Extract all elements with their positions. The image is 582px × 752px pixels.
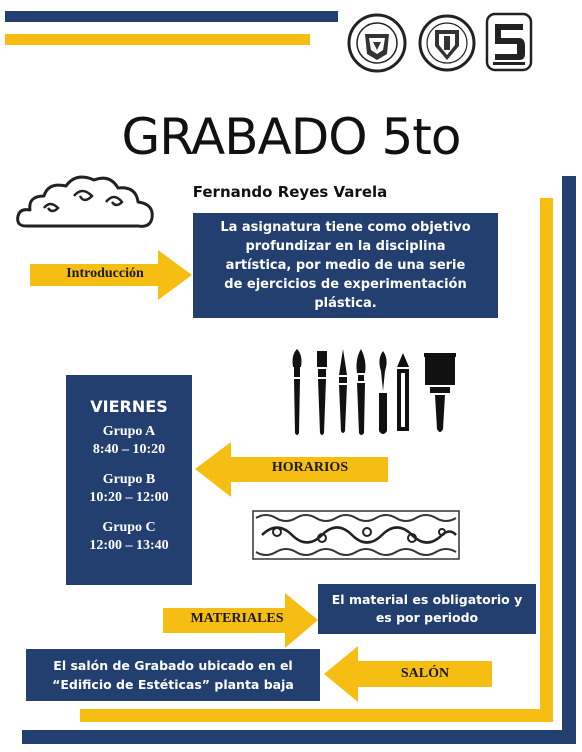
salon-arrow: [324, 646, 492, 702]
intro-box: [193, 213, 498, 318]
group-a-name: Grupo A: [102, 424, 156, 439]
right-navy-frame: [562, 176, 576, 744]
schedule-box: [66, 375, 192, 585]
top-gold-bar: [5, 34, 310, 45]
enp-logo: [485, 12, 533, 72]
salon-box: [26, 649, 320, 701]
art-tools-icon: [287, 345, 462, 437]
group-b-time: 10:20 – 12:00: [89, 490, 169, 505]
salon-text: El salón de Grabado ubicado en el “Edificio de Estéticas” planta baja: [52, 658, 294, 692]
bottom-navy-bar: [22, 730, 576, 744]
intro-arrow: [30, 250, 192, 300]
materiales-text: El material es obligatorio y es por periodo: [331, 592, 523, 625]
page-title: GRABADO 5to: [121, 108, 461, 166]
schedule-day: VIERNES: [90, 397, 168, 416]
cloud-illustration: [14, 168, 164, 242]
materiales-label: MATERIALES: [190, 611, 284, 626]
group-c-time: 12:00 – 13:40: [89, 538, 169, 553]
horarios-label: HORARIOS: [271, 460, 349, 475]
group-a-time: 8:40 – 10:20: [92, 442, 166, 457]
materiales-box: [318, 584, 536, 634]
bottom-gold-bar: [80, 709, 553, 722]
horarios-arrow: [195, 442, 388, 497]
author-name: Fernando Reyes Varela: [192, 183, 388, 201]
group-c-name: Grupo C: [102, 520, 156, 535]
group-b-name: Grupo B: [102, 472, 156, 487]
right-gold-frame: [540, 198, 553, 722]
salon-label: SALÓN: [400, 666, 450, 681]
intro-text: La asignatura tiene como objetivo profundizar en la disciplina artística, por medio de una serie de ejercicios de experimentación plástica.: [220, 220, 471, 311]
faculty-seal-logo: [418, 12, 476, 74]
unam-seal-logo: [347, 12, 407, 74]
intro-label: Introducción: [66, 266, 144, 281]
ornament-border: [252, 510, 460, 560]
top-navy-bar: [5, 11, 338, 22]
materiales-arrow: [163, 593, 318, 648]
